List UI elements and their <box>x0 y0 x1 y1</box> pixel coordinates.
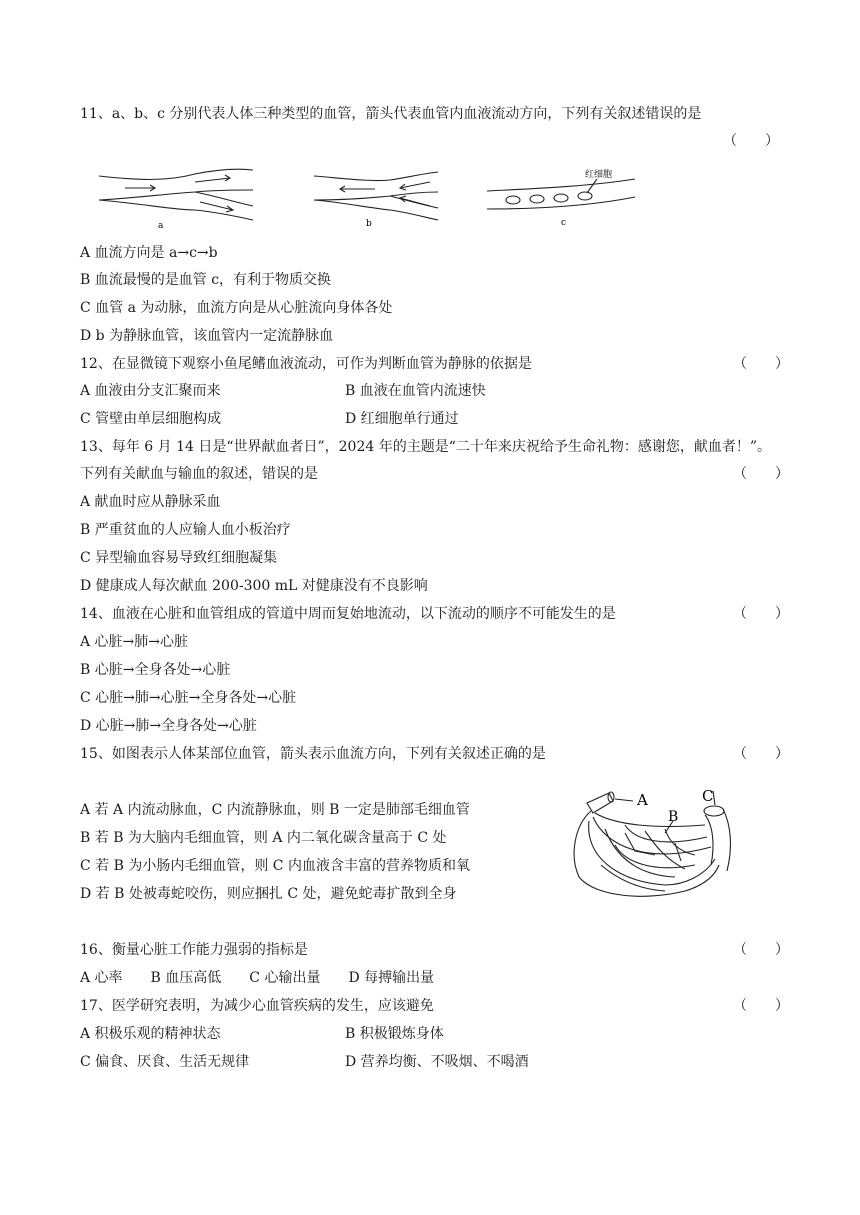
q14-option-b: B 心脏→全身各处→心脏 <box>80 662 231 678</box>
q12-option-a: A 血液由分支汇聚而来 <box>80 383 221 399</box>
q15-option-d: D 若 B 处被毒蛇咬伤，则应捆扎 C 处，避免蛇毒扩散到全身 <box>80 886 457 902</box>
q16-options: A 心率 B 血压高低 C 心输出量 D 每搏输出量 <box>80 970 435 986</box>
q15-figure-label-A: A <box>637 791 648 809</box>
q13-stem-line1: 13、每年 6 月 14 日是“世界献血者日”，2024 年的主题是“二十年来庆祝给予生命礼物：感谢您，献血者！”。 <box>80 439 772 455</box>
q11-figure-label-a: a <box>158 221 164 231</box>
q14-answer-paren: （ ） <box>733 606 789 622</box>
q15-stem: 15、如图表示人体某部位血管，箭头表示血流方向，下列有关叙述正确的是 <box>80 746 546 762</box>
q15-figure-label-B: B <box>668 809 679 825</box>
q17-stem: 17、医学研究表明，为减少心血管疾病的发生，应该避免 <box>80 998 434 1014</box>
q11-figure-vessel-c <box>485 165 645 227</box>
q14-option-d: D 心脏→肺→全身各处→心脏 <box>80 718 257 734</box>
q15-option-c: C 若 B 为小肠内毛细血管，则 C 内血液含丰富的营养物质和氧 <box>80 858 470 874</box>
q11-option-a: A 血流方向是 a→c→b <box>80 245 218 261</box>
q11-figure-vessel-a <box>95 168 255 231</box>
q16-answer-paren: （ ） <box>733 942 789 958</box>
q17-option-a: A 积极乐观的精神状态 <box>80 1026 221 1042</box>
q13-answer-paren: （ ） <box>733 466 789 482</box>
q13-stem-line2: 下列有关献血与输血的叙述，错误的是 <box>80 466 318 482</box>
q16-stem: 16、衡量心脏工作能力强弱的指标是 <box>80 942 308 958</box>
q11-stem: 11、a、b、c 分别代表人体三种类型的血管，箭头代表血管内血液流动方向，下列有关叙述错误的是 <box>80 106 702 122</box>
q11-option-c: C 血管 a 为动脉，血流方向是从心脏流向身体各处 <box>80 300 393 316</box>
q11-figure-vessel-b <box>310 170 440 228</box>
q12-answer-paren: （ ） <box>733 356 789 372</box>
q17-answer-paren: （ ） <box>733 998 789 1014</box>
q11-figure-rbc-label: 红细胞 <box>585 170 613 180</box>
q12-option-d: D 红细胞单行通过 <box>345 411 459 427</box>
q17-option-b: B 积极锻炼身体 <box>345 1026 444 1042</box>
q15-answer-paren: （ ） <box>733 746 789 762</box>
q15-figure-label-C: C <box>702 787 714 805</box>
q11-option-d: D b 为静脉血管，该血管内一定流静脉血 <box>80 328 334 344</box>
q11-figure-label-c: c <box>561 218 567 228</box>
q15-option-b: B 若 B 为大脑内毛细血管，则 A 内二氧化碳含量高于 C 处 <box>80 830 447 846</box>
q13-option-d: D 健康成人每次献血 200-300 mL 对健康没有不良影响 <box>80 578 428 594</box>
q12-option-c: C 管壁由单层细胞构成 <box>80 411 222 427</box>
q14-stem: 14、血液在心脏和血管组成的管道中周而复始地流动，以下流动的顺序不可能发生的是 <box>80 606 616 622</box>
q11-answer-paren: （ ） <box>723 133 779 149</box>
q13-option-a: A 献血时应从静脉采血 <box>80 494 221 510</box>
q14-option-a: A 心脏→肺→心脏 <box>80 634 189 650</box>
q12-option-b: B 血液在血管内流速快 <box>345 383 486 399</box>
q13-option-c: C 异型输血容易导致红细胞凝集 <box>80 550 278 566</box>
q11-figure-label-b: b <box>366 219 372 229</box>
q12-stem: 12、在显微镜下观察小鱼尾鳍血液流动，可作为判断血管为静脉的依据是 <box>80 356 532 372</box>
q17-option-c: C 偏食、厌食、生活无规律 <box>80 1054 250 1070</box>
q13-option-b: B 严重贫血的人应输人血小板治疗 <box>80 522 291 538</box>
q11-option-b: B 血流最慢的是血管 c，有利于物质交换 <box>80 272 332 288</box>
q15-figure-capillary-network <box>565 785 750 905</box>
q14-option-c: C 心脏→肺→心脏→全身各处→心脏 <box>80 690 297 706</box>
q15-option-a: A 若 A 内流动脉血，C 内流静脉血，则 B 一定是肺部毛细血管 <box>80 802 470 818</box>
q17-option-d: D 营养均衡、不吸烟、不喝酒 <box>345 1054 529 1070</box>
